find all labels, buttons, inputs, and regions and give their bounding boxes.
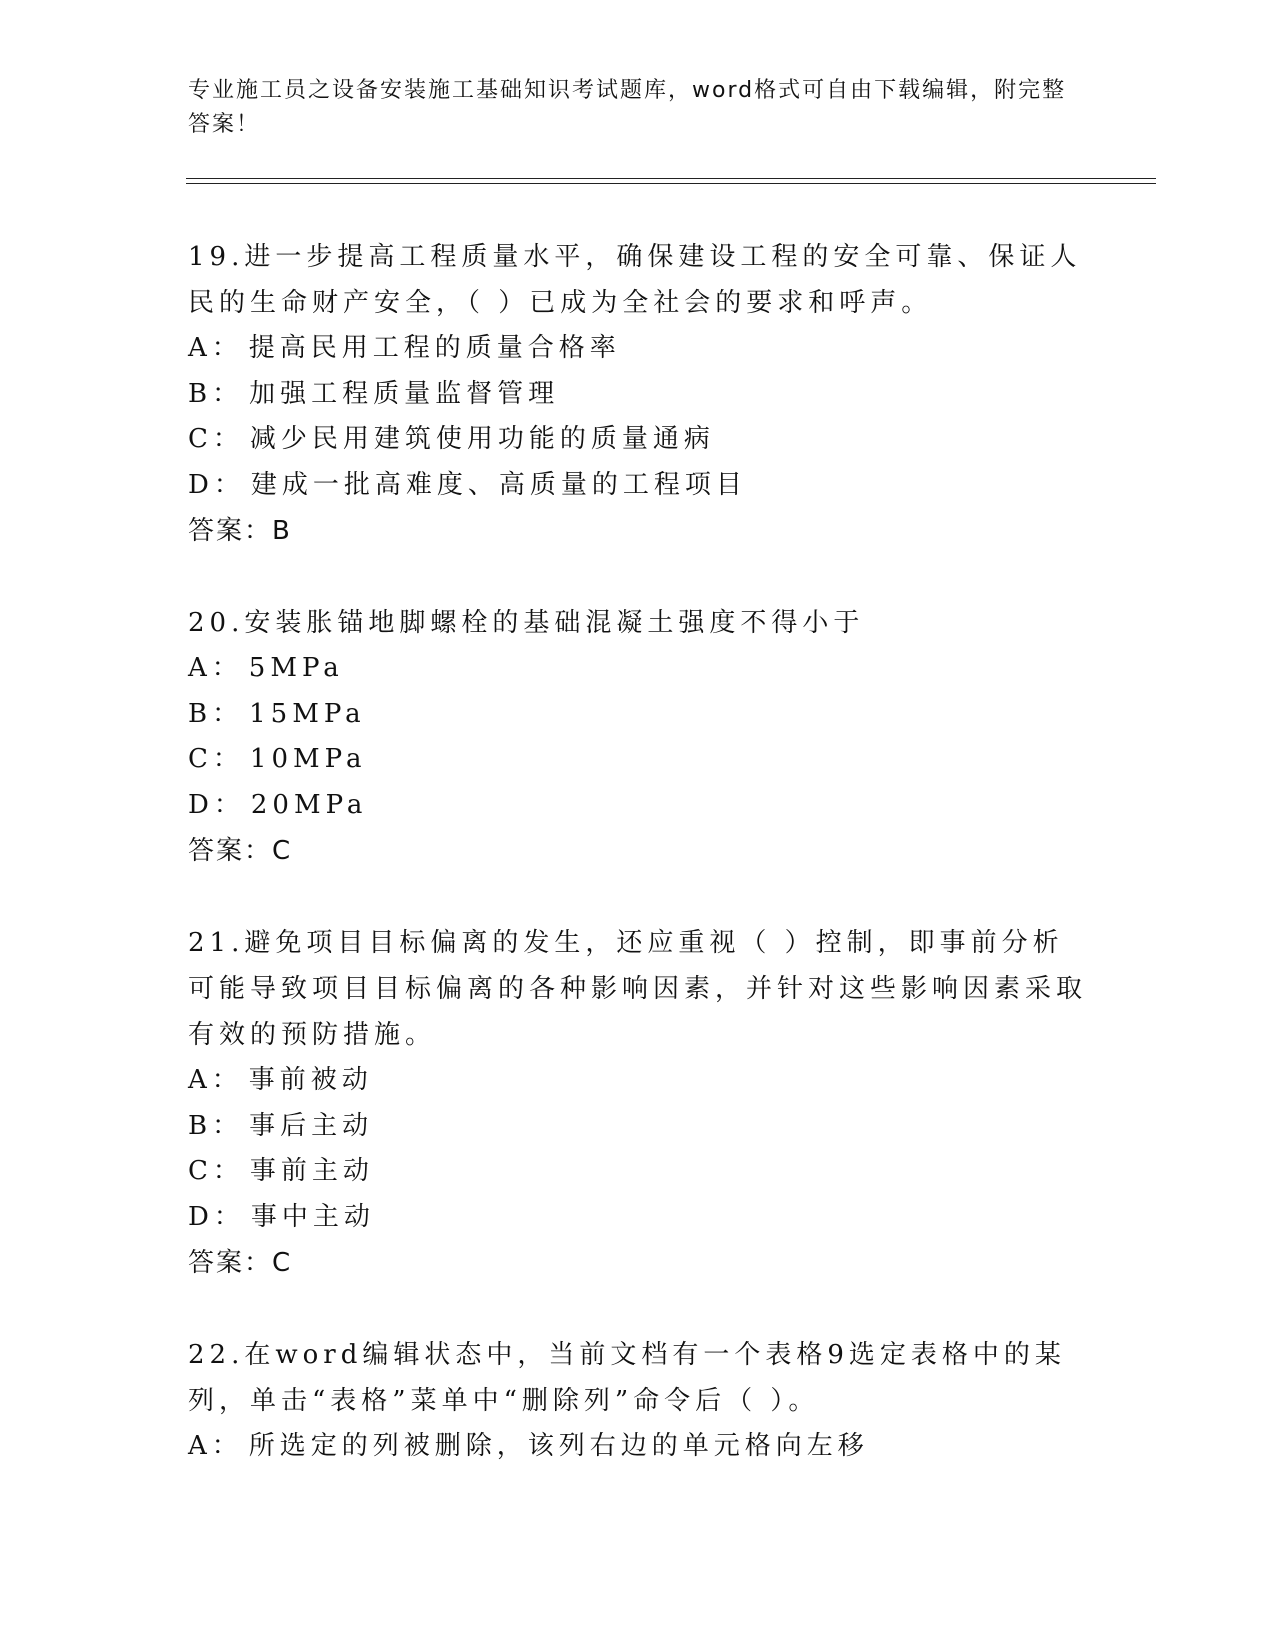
question-list (188, 234, 1088, 1516)
option-c (188, 737, 1088, 783)
option-d (188, 1195, 1088, 1241)
option-letter: D： (188, 789, 245, 820)
option-letter: B： (188, 378, 244, 409)
question-stem (188, 600, 1088, 646)
option-text: 事中主动 (250, 1201, 375, 1232)
option-letter: B： (188, 1110, 244, 1141)
answer-line: 答案：C (188, 836, 293, 866)
option-text: 事前被动 (248, 1065, 373, 1095)
option-b (188, 1104, 1088, 1150)
option-letter: A： (188, 1065, 243, 1095)
option-d (188, 783, 1088, 829)
option-text: 10MPa (249, 744, 367, 774)
question-number: 21. (188, 928, 245, 958)
option-letter: A： (188, 1431, 243, 1461)
option-text: 事后主动 (249, 1110, 374, 1141)
option-a (188, 646, 1088, 692)
question-text: 避免项目目标偏离的发生，还应重视（ ）控制，即事前分析可能导致项目目标偏离的各种影响因素，并针对这些影响因素采取有效的预防措施。 (188, 928, 1088, 1050)
question-stem (188, 920, 1088, 1058)
option-text: 提高民用工程的质量合格率 (248, 333, 621, 363)
option-text: 建成一批高难度、高质量的工程项目 (250, 469, 747, 500)
document-header: 专业施工员之设备安装施工基础知识考试题库，word格式可自由下载编辑，附完整答案！ (188, 78, 1067, 137)
option-letter: A： (188, 333, 243, 363)
option-letter: C： (188, 424, 244, 454)
question-number: 22. (188, 1340, 245, 1370)
question-20 (188, 600, 1088, 874)
header-divider-bottom (186, 183, 1156, 184)
option-letter: C： (188, 744, 244, 774)
option-text: 减少民用建筑使用功能的质量通病 (249, 424, 715, 454)
option-a (188, 326, 1088, 372)
option-d (188, 463, 1088, 509)
question-22 (188, 1332, 1088, 1470)
question-text: 进一步提高工程质量水平，确保建设工程的安全可靠、保证人民的生命财产安全，（ ）已成为全社会的要求和呼声。 (188, 242, 1082, 318)
option-c (188, 417, 1088, 463)
question-19 (188, 234, 1088, 554)
option-letter: D： (188, 469, 245, 500)
option-a (188, 1058, 1088, 1104)
option-text: 所选定的列被删除，该列右边的单元格向左移 (248, 1431, 869, 1461)
header-divider-top (186, 178, 1156, 179)
question-number: 19. (188, 242, 245, 272)
option-a (188, 1424, 1088, 1470)
option-b (188, 372, 1088, 418)
question-21 (188, 920, 1088, 1286)
option-b (188, 692, 1088, 738)
question-stem (188, 1332, 1088, 1424)
option-letter: D： (188, 1201, 245, 1232)
option-letter: B： (188, 698, 244, 729)
question-number: 20. (188, 608, 245, 638)
option-text: 20MPa (250, 789, 368, 820)
option-letter: C： (188, 1156, 244, 1186)
answer-line: 答案：B (188, 516, 292, 546)
answer-line: 答案：C (188, 1248, 293, 1278)
question-text: 安装胀锚地脚螺栓的基础混凝土强度不得小于 (244, 608, 865, 638)
question-text: 在word编辑状态中，当前文档有一个表格9选定表格中的某列，单击“表格”菜单中“删除列”命令后（ ）。 (188, 1340, 1066, 1416)
question-stem (188, 234, 1088, 326)
option-letter: A： (188, 653, 243, 683)
option-c (188, 1149, 1088, 1195)
option-text: 加强工程质量监督管理 (249, 378, 560, 409)
option-text: 15MPa (249, 698, 366, 729)
option-text: 5MPa (248, 653, 344, 683)
option-text: 事前主动 (249, 1156, 374, 1186)
